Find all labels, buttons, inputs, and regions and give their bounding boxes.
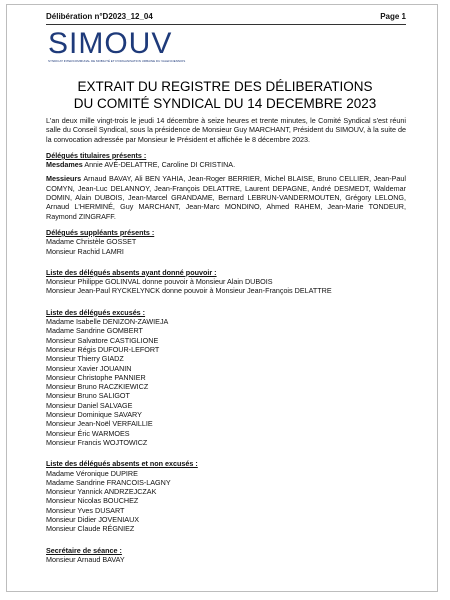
secretaire-list: [46, 555, 406, 564]
logo-text: SIMOUV: [48, 27, 173, 60]
suppleants-list: [46, 237, 406, 256]
list-item: Madame Véronique DUPIRE: [46, 468, 138, 478]
pouvoir-list: [46, 277, 406, 296]
list-item: Monsieur Francis WOJTOWICZ: [46, 437, 148, 447]
document-body: [46, 116, 406, 564]
titulaires-mesdames: [46, 160, 406, 169]
list-item: Monsieur Didier JOVENIAUX: [46, 514, 140, 524]
list-item: Monsieur Xavier JOUANIN: [46, 363, 132, 373]
list-item: Monsieur Éric WARMOES: [46, 428, 130, 438]
pouvoir-heading: Liste des délégués absents ayant donné pouvoir :: [46, 267, 217, 277]
list-item: Monsieur Arnaud BAVAY: [46, 554, 125, 564]
list-item: Monsieur Salvatore CASTIGLIONE: [46, 335, 159, 345]
mesdames-label: Mesdames: [46, 160, 83, 170]
list-item: Monsieur Claude RÉGNIEZ: [46, 524, 135, 534]
title-line-2: DU COMITÉ SYNDICAL DU 14 DECEMBRE 2023: [73, 96, 377, 111]
list-item: Monsieur Nicolas BOUCHEZ: [46, 496, 139, 506]
excuses-heading: Liste des délégués excusés :: [46, 307, 146, 317]
non-excuses-list: [46, 469, 406, 534]
list-item: Monsieur Bruno SALIGOT: [46, 391, 130, 401]
titulaires-messieurs: [46, 174, 406, 220]
intro-paragraph: L'an deux mille vingt-trois le jeudi 14 décembre à seize heures et trente minutes, le Comité Syndical s'est réuni salle du Conseil Syndical, sous la présidence de Monsieur Guy MARCHANT, Président du SIMOUV, à la suite de la convocation adressée par Monsieur le Président et affichée le 8 décembre 2023.: [46, 116, 406, 144]
secretaire-heading: Secrétaire de séance :: [46, 545, 122, 555]
titulaires-heading: Délégués titulaires présents :: [46, 150, 147, 160]
suppleants-heading: Délégués suppléants présents :: [46, 227, 155, 237]
messieurs-names: Arnaud BAVAY, Ali BEN YAHIA, Jean-Roger BERRIER, Michel BLAISE, Bruno CELLIER, Jean-Paul COMYN, Jean-Luc DELANNOY, Jean-François DELATTRE, Laurent DEPAGNE, André DESMEDT, Waldemar DOMIN, Alain DUBOIS, Jean-Marcel GRANDAME, Bernard LEBRUN-VANDERMOUTEN, Grégory LELONG, Arnaud L'HERMINÉ, Guy MARCHANT, Jean-Marc MONDINO, Ahmed RAHEM, Jean-Marie TONDEUR, Raymond ZINGRAFF.: [46, 174, 406, 221]
list-item: Monsieur Christophe PANNIER: [46, 372, 146, 382]
list-item: Monsieur Régis DUFOUR-LEFORT: [46, 344, 160, 354]
list-item: Monsieur Rachid LAMRI: [46, 246, 124, 256]
excuses-list: [46, 317, 406, 447]
list-item: Monsieur Yves DUSART: [46, 505, 125, 515]
list-item: Monsieur Jean-Noël VERFAILLIE: [46, 419, 153, 429]
simouv-logo: [48, 28, 218, 72]
list-item: Madame Isabelle DENIZON-ZAWIEJA: [46, 317, 169, 327]
list-item: Monsieur Jean-Paul RYCKELYNCK donne pouvoir à Monsieur Jean-François DELATTRE: [46, 286, 332, 296]
list-item: Monsieur Daniel SALVAGE: [46, 400, 133, 410]
logo-subtitle: SYNDICAT INTERCOMMUNAL DE MOBILITÉ ET D'ORGANISATION URBAINE DU VALENCIENNOIS: [48, 59, 186, 63]
page-number: Page 1: [380, 12, 406, 21]
list-item: Madame Sandrine GOMBERT: [46, 326, 143, 336]
page-header: [46, 12, 406, 25]
list-item: Monsieur Dominique SAVARY: [46, 410, 142, 420]
document-title: [20, 78, 430, 112]
non-excuses-heading: Liste des délégués absents et non excusés :: [46, 459, 198, 469]
list-item: Monsieur Yannick ANDRZEJCZAK: [46, 487, 157, 497]
messieurs-label: Messieurs: [46, 174, 82, 184]
list-item: Monsieur Philippe GOLINVAL donne pouvoir à Monsieur Alain DUBOIS: [46, 277, 273, 287]
mesdames-names: Annie AVÉ-DELATTRE, Caroline DI CRISTINA.: [84, 160, 236, 170]
title-line-1: EXTRAIT DU REGISTRE DES DÉLIBERATIONS: [77, 79, 373, 94]
deliberation-number: Délibération n°D2023_12_04: [46, 12, 153, 21]
list-item: Monsieur Bruno RACZKIEWICZ: [46, 382, 149, 392]
list-item: Madame Christèle GOSSET: [46, 237, 137, 247]
list-item: Madame Sandrine FRANCOIS-LAGNY: [46, 477, 171, 487]
list-item: Monsieur Thierry GIADZ: [46, 354, 124, 364]
